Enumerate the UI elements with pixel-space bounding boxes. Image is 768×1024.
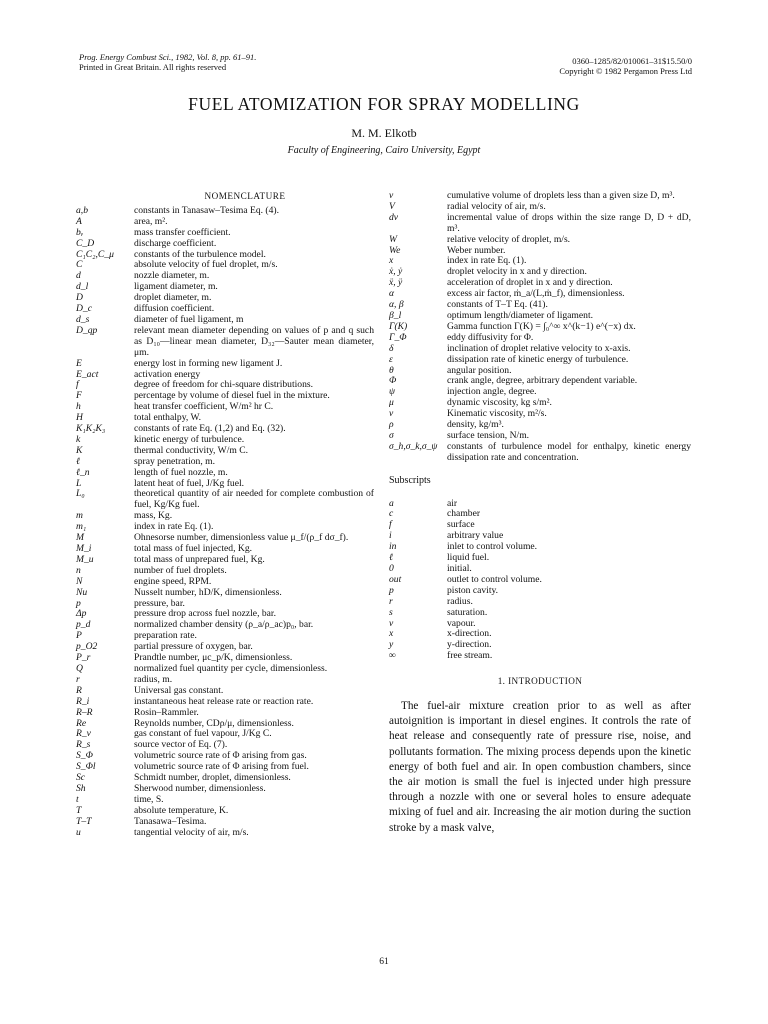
symbol: δ — [389, 342, 394, 354]
symbol: x — [389, 255, 394, 267]
subscript-entry — [389, 575, 691, 586]
definition: initial. — [447, 563, 472, 574]
introduction-heading: 1. INTRODUCTION — [497, 676, 583, 687]
nomenclature-entry — [389, 376, 691, 387]
author-name: M. M. Elkotb — [351, 126, 417, 140]
definition: diffusion coefficient. — [134, 303, 215, 315]
definition: heat transfer coefficient, W/m² hr C. — [134, 401, 274, 413]
definition: Schmidt number, droplet, dimensionless. — [134, 772, 291, 784]
definition: tangential velocity of air, m/s. — [134, 826, 249, 838]
definition: Gamma function Γ(K) = ∫₀^∞ x^(k−1) e^(−x) dx. — [447, 320, 636, 332]
symbol: p_O2 — [76, 641, 98, 653]
definition: mass transfer coefficient. — [134, 226, 231, 238]
definition: normalized fuel quantity per cycle, dimensionless. — [134, 662, 328, 674]
nomenclature-entry — [389, 344, 691, 355]
nomenclature-entry — [389, 235, 691, 246]
symbol: Sh — [76, 782, 86, 794]
subscript-entry — [389, 597, 691, 608]
nomenclature-left-column — [76, 191, 374, 838]
subscript-entry — [389, 531, 691, 542]
nomenclature-entry — [76, 828, 374, 839]
symbol: Q — [76, 662, 83, 674]
author-affiliation: Faculty of Engineering, Cairo University, Egypt — [287, 145, 481, 156]
symbol: m — [76, 510, 83, 522]
definition: air — [447, 497, 458, 509]
definition: constants of turbulence model for enthalpy, kinetic energy dissipation rate and concentration. — [447, 440, 691, 463]
nomenclature-entry — [76, 697, 374, 708]
symbol: 0 — [389, 563, 394, 574]
nomenclature-right-column — [389, 191, 691, 836]
definition: kinetic energy of turbulence. — [134, 433, 245, 445]
symbol: dv — [389, 211, 399, 223]
definition: constants in Tanasaw–Tesima Eq. (4). — [134, 204, 280, 216]
symbol: x — [389, 628, 394, 640]
symbol: ℓ — [389, 552, 393, 564]
symbol: a — [389, 497, 394, 509]
symbol: f — [76, 379, 79, 391]
symbol: t — [76, 793, 79, 805]
definition: absolute velocity of fuel droplet, m/s. — [134, 259, 278, 271]
symbol: M_u — [76, 553, 94, 565]
subscript-entry — [389, 651, 691, 662]
symbol: μ — [389, 397, 394, 409]
symbol: S_Φ — [76, 750, 93, 762]
nomenclature-entry — [76, 228, 374, 239]
symbol: v — [389, 617, 394, 629]
definition: inlet to control volume. — [447, 541, 538, 553]
definition: Nusselt number, hD/K, dimensionless. — [134, 586, 282, 598]
nomenclature-entry — [76, 282, 374, 293]
nomenclature-entry — [389, 322, 691, 333]
symbol: Φ — [389, 375, 397, 387]
symbol: Nu — [76, 586, 88, 598]
definition: spray penetration, m. — [134, 455, 215, 467]
symbol: α, β — [389, 299, 404, 311]
symbol: ν — [389, 408, 394, 420]
symbol: W — [389, 233, 397, 245]
definition: total mass of unprepared fuel, Kg. — [134, 553, 265, 565]
definition: y-direction. — [447, 639, 492, 651]
symbol: D_c — [76, 303, 92, 315]
symbol: ∞ — [389, 650, 396, 662]
definition: surface tension, N/m. — [447, 429, 530, 441]
definition: discharge coefficient. — [134, 237, 217, 249]
symbol: Re — [76, 717, 87, 729]
symbol: H — [76, 412, 83, 424]
definition: absolute temperature, K. — [134, 804, 229, 816]
definition: excess air factor, ṁ_a/(L,ṁ_f), dimensionless. — [447, 288, 625, 300]
definition: index in rate Eq. (1). — [134, 521, 214, 533]
symbol: h — [76, 401, 81, 413]
definition: radius. — [447, 595, 473, 607]
definition: gas constant of fuel vapour, J/Kg C. — [134, 728, 272, 740]
symbol: ẍ, ÿ — [389, 277, 403, 289]
subscript-entry — [389, 542, 691, 553]
nomenclature-list-right — [389, 191, 691, 464]
paper-title: FUEL ATOMIZATION FOR SPRAY MODELLING — [188, 94, 580, 114]
nomenclature-heading: NOMENCLATURE — [204, 191, 286, 201]
definition: angular position. — [447, 364, 512, 376]
symbol: L — [76, 477, 82, 489]
definition: nozzle diameter, m. — [134, 270, 210, 282]
definition: degree of freedom for chi-square distributions. — [134, 379, 314, 391]
definition: arbitrary value — [447, 530, 504, 542]
symbol: ρ — [389, 419, 394, 431]
nomenclature-entry — [76, 675, 374, 686]
copyright-note: Copyright © 1982 Pergamon Press Ltd — [559, 66, 692, 76]
definition: total mass of fuel injected, Kg. — [134, 543, 253, 554]
definition: partial pressure of oxygen, bar. — [134, 641, 253, 653]
definition: radius, m. — [134, 673, 173, 685]
symbol: d_s — [76, 313, 90, 325]
symbol: R — [76, 684, 82, 696]
symbol: F — [76, 390, 82, 402]
definition: preparation rate. — [134, 630, 197, 642]
subscript-entry — [389, 619, 691, 630]
definition: incremental value of drops within the size range D, D + dD, m³. — [447, 211, 691, 234]
nomenclature-entry — [76, 446, 374, 457]
nomenclature-entry — [76, 806, 374, 817]
definition: liquid fuel. — [447, 552, 490, 564]
symbol: α — [389, 288, 395, 300]
symbol: σ — [389, 429, 394, 441]
symbol: Γ_Φ — [389, 331, 407, 343]
symbol: θ — [389, 364, 394, 376]
definition: Tanasawa–Tesima. — [134, 815, 207, 827]
definition: density, kg/m³. — [447, 419, 504, 431]
symbol: m₁ — [76, 521, 87, 533]
definition: dissipation rate of kinetic energy of turbulence. — [447, 353, 629, 365]
symbol: C₁C₂,C_μ — [76, 248, 114, 260]
page-number: 61 — [379, 957, 389, 967]
symbol: p — [76, 597, 81, 609]
definition: area, m². — [134, 215, 168, 227]
definition: Prandtle number, μc_p/K, dimensionless. — [134, 652, 293, 664]
symbol: k — [76, 433, 81, 445]
definition: total enthalpy, W. — [134, 412, 202, 424]
symbol: P — [76, 630, 82, 642]
definition: relevant mean diameter depending on values of p and q such as D₁₀—linear mean diameter, D₃₂—Sauter mean diameter, μm. — [134, 324, 374, 358]
symbol: n — [76, 564, 81, 576]
symbol: ẋ, ẏ — [389, 266, 403, 278]
definition: thermal conductivity, W/m C. — [134, 444, 249, 456]
symbol: A — [76, 215, 82, 227]
symbol: Γ(K) — [389, 320, 408, 332]
definition: saturation. — [447, 606, 488, 618]
nomenclature-entry — [389, 246, 691, 257]
nomenclature-entry — [76, 588, 374, 599]
definition: diameter of fuel ligament, m — [134, 313, 244, 325]
nomenclature-entry — [76, 260, 374, 271]
symbol: E_act — [76, 368, 99, 380]
definition: Universal gas constant. — [134, 684, 224, 696]
symbol: S_Φl — [76, 761, 96, 773]
symbol: a,b — [76, 204, 88, 216]
definition: outlet to control volume. — [447, 573, 542, 585]
definition: eddy diffusivity for Φ. — [447, 331, 534, 343]
symbol: V — [389, 200, 395, 212]
definition: normalized chamber density (ρ_a/ρ_ac)p₀, bar. — [134, 619, 314, 631]
symbol: C_D — [76, 237, 95, 249]
symbol: ψ — [389, 386, 395, 398]
nomenclature-entry — [76, 489, 374, 511]
journal-header-right — [559, 56, 692, 76]
nomenclature-entry — [76, 402, 374, 413]
definition: number of fuel droplets. — [134, 564, 227, 576]
symbol: ε — [389, 353, 393, 365]
definition: index in rate Eq. (1). — [447, 255, 527, 267]
definition: volumetric source rate of Φ arising from fuel. — [134, 761, 309, 773]
definition: theoretical quantity of air needed for complete combustion of fuel, Kg/Kg fuel. — [134, 488, 374, 511]
nomenclature-entry — [76, 817, 374, 828]
symbol: Sc — [76, 772, 86, 784]
symbol: β_l — [389, 309, 402, 321]
symbol: D_qp — [76, 324, 98, 336]
definition: percentage by volume of diesel fuel in the mixture. — [134, 390, 330, 402]
symbol: R_i — [76, 695, 90, 707]
symbol: We — [389, 244, 401, 256]
definition: Sherwood number, dimensionless. — [134, 782, 266, 794]
definition: vapour. — [447, 617, 476, 629]
subscripts-heading: Subscripts — [389, 474, 431, 486]
symbol: E — [76, 357, 82, 369]
definition: acceleration of droplet in x and y direction. — [447, 277, 613, 289]
symbol: C — [76, 259, 83, 271]
symbol: s — [389, 606, 393, 618]
symbol: σ_h,σ_k,σ_ψ — [389, 440, 438, 452]
symbol: D — [76, 292, 83, 304]
nomenclature-entry — [76, 566, 374, 577]
symbol: R_s — [76, 739, 91, 751]
nomenclature-entry — [76, 620, 374, 631]
journal-header-left — [79, 52, 256, 72]
definition: constants of the turbulence model. — [134, 248, 266, 260]
definition: constants of rate Eq. (1,2) and Eq. (32). — [134, 423, 286, 435]
definition: optimum length/diameter of ligament. — [447, 309, 594, 321]
symbol: T — [76, 804, 82, 816]
nomenclature-entry — [76, 206, 374, 217]
definition: Reynolds number, CDρ/μ, dimensionless. — [134, 717, 294, 729]
definition: engine speed, RPM. — [134, 575, 212, 587]
subscript-entry — [389, 509, 691, 520]
symbol: i — [389, 530, 392, 542]
nomenclature-entry — [76, 293, 374, 304]
nomenclature-entry — [76, 708, 374, 719]
nomenclature-entry — [76, 664, 374, 675]
symbol: M_i — [76, 543, 92, 554]
symbol: r — [76, 673, 80, 685]
definition: surface — [447, 519, 475, 531]
symbol: d_l — [76, 281, 89, 293]
symbol: L₀ — [76, 488, 85, 500]
printed-note: Printed in Great Britain. All rights reserved — [79, 62, 227, 72]
symbol: K — [76, 444, 83, 456]
nomenclature-entry — [76, 511, 374, 522]
definition: relative velocity of droplet, m/s. — [447, 233, 571, 245]
nomenclature-entry — [389, 442, 691, 464]
nomenclature-entry — [76, 271, 374, 282]
symbol: R–R — [76, 706, 93, 718]
symbol: y — [389, 639, 394, 651]
definition: radial velocity of air, m/s. — [447, 200, 546, 212]
symbol: p_d — [76, 619, 91, 631]
symbol: K₁K₂K₃ — [76, 423, 106, 435]
definition: injection angle, degree. — [447, 386, 537, 398]
symbol: v — [389, 190, 394, 201]
definition: dynamic viscosity, kg s/m². — [447, 397, 552, 409]
nomenclature-entry — [389, 355, 691, 366]
symbol: ℓ — [76, 455, 80, 467]
definition: time, S. — [134, 793, 164, 805]
symbol: Δp — [76, 608, 87, 620]
nomenclature-entry — [389, 409, 691, 420]
definition: constants of T–T Eq. (41). — [447, 299, 548, 311]
definition: pressure, bar. — [134, 597, 185, 609]
nomenclature-entry — [389, 213, 691, 235]
symbol: T–T — [76, 815, 92, 827]
nomenclature-entry — [76, 468, 374, 479]
symbol: p — [389, 584, 394, 596]
symbol: f — [389, 519, 392, 531]
definition: inclination of droplet relative velocity to x-axis. — [447, 342, 631, 354]
symbol: in — [389, 541, 397, 553]
symbol: bᵥ — [76, 226, 84, 238]
subscript-entry — [389, 608, 691, 619]
symbol: out — [389, 573, 402, 585]
subscript-entry — [389, 553, 691, 564]
subscript-entry — [389, 640, 691, 651]
symbol: ℓ_n — [76, 466, 90, 478]
subscript-entry — [389, 499, 691, 510]
definition: latent heat of fuel, J/Kg fuel. — [134, 477, 245, 489]
definition: crank angle, degree, arbitrary dependent variable. — [447, 375, 638, 387]
definition: mass, Kg. — [134, 510, 173, 522]
nomenclature-entry — [76, 359, 374, 370]
definition: piston cavity. — [447, 584, 499, 596]
subscripts-list — [389, 499, 691, 663]
symbol: R_v — [76, 728, 91, 740]
definition: chamber — [447, 508, 481, 520]
definition: Rosin–Rammler. — [134, 706, 199, 718]
subscript-entry — [389, 586, 691, 597]
definition: Kinematic viscosity, m²/s. — [447, 408, 547, 420]
symbol: u — [76, 826, 81, 838]
nomenclature-entry — [389, 420, 691, 431]
nomenclature-entry — [76, 326, 374, 359]
symbol: d — [76, 270, 81, 282]
definition: droplet velocity in x and y direction. — [447, 266, 587, 278]
definition: Weber number. — [447, 244, 506, 256]
nomenclature-entry — [76, 577, 374, 588]
symbol: M — [76, 532, 84, 544]
introduction-paragraph: The fuel-air mixture creation prior to as well as after autoignition is important in diesel engines. It controls the rate of heat release and consequently rate of pressure rise, noise, and pollutants formation. The mixing process depends upon the kinetic energy of both fuel and air. In open combustion chambers, since the air motion is small the fuel is injected under high pressure through a nozzle with one or several holes to ensure adequate mixing of fuel and air. Increasing the air motion during the suction stroke by a mask valve, — [389, 700, 691, 834]
subscript-entry — [389, 629, 691, 640]
definition: activation energy — [134, 368, 201, 380]
definition: pressure drop across fuel nozzle, bar. — [134, 608, 276, 620]
definition: length of fuel nozzle, m. — [134, 466, 228, 478]
symbol: P_r — [76, 652, 91, 664]
subscript-entry — [389, 520, 691, 531]
journal-citation: Prog. Energy Combust Sci., 1982, Vol. 8, pp. 61–91. — [79, 52, 257, 62]
symbol: c — [389, 508, 394, 520]
symbol: N — [76, 575, 83, 587]
definition: droplet diameter, m. — [134, 292, 212, 304]
nomenclature-entry — [76, 784, 374, 795]
symbol: r — [389, 595, 393, 607]
definition: instantaneous heat release rate or reaction rate. — [134, 695, 314, 707]
definition: cumulative volume of droplets less than a given size D, m³. — [447, 190, 675, 201]
nomenclature-list-left — [76, 206, 374, 839]
definition: free stream. — [447, 650, 493, 662]
definition: ligament diameter, m. — [134, 281, 218, 293]
nomenclature-entry — [76, 239, 374, 250]
definition: volumetric source rate of Φ arising from gas. — [134, 750, 307, 762]
definition: x-direction. — [447, 628, 492, 640]
article-code: 0360–1285/82/010061–31$15.50/0 — [572, 56, 692, 66]
definition: energy lost in forming new ligament J. — [134, 357, 283, 369]
definition: source vector of Eq. (7). — [134, 739, 228, 751]
definition: Ohnesorse number, dimensionless value μ_f/(ρ_f dσ_f). — [134, 532, 349, 544]
